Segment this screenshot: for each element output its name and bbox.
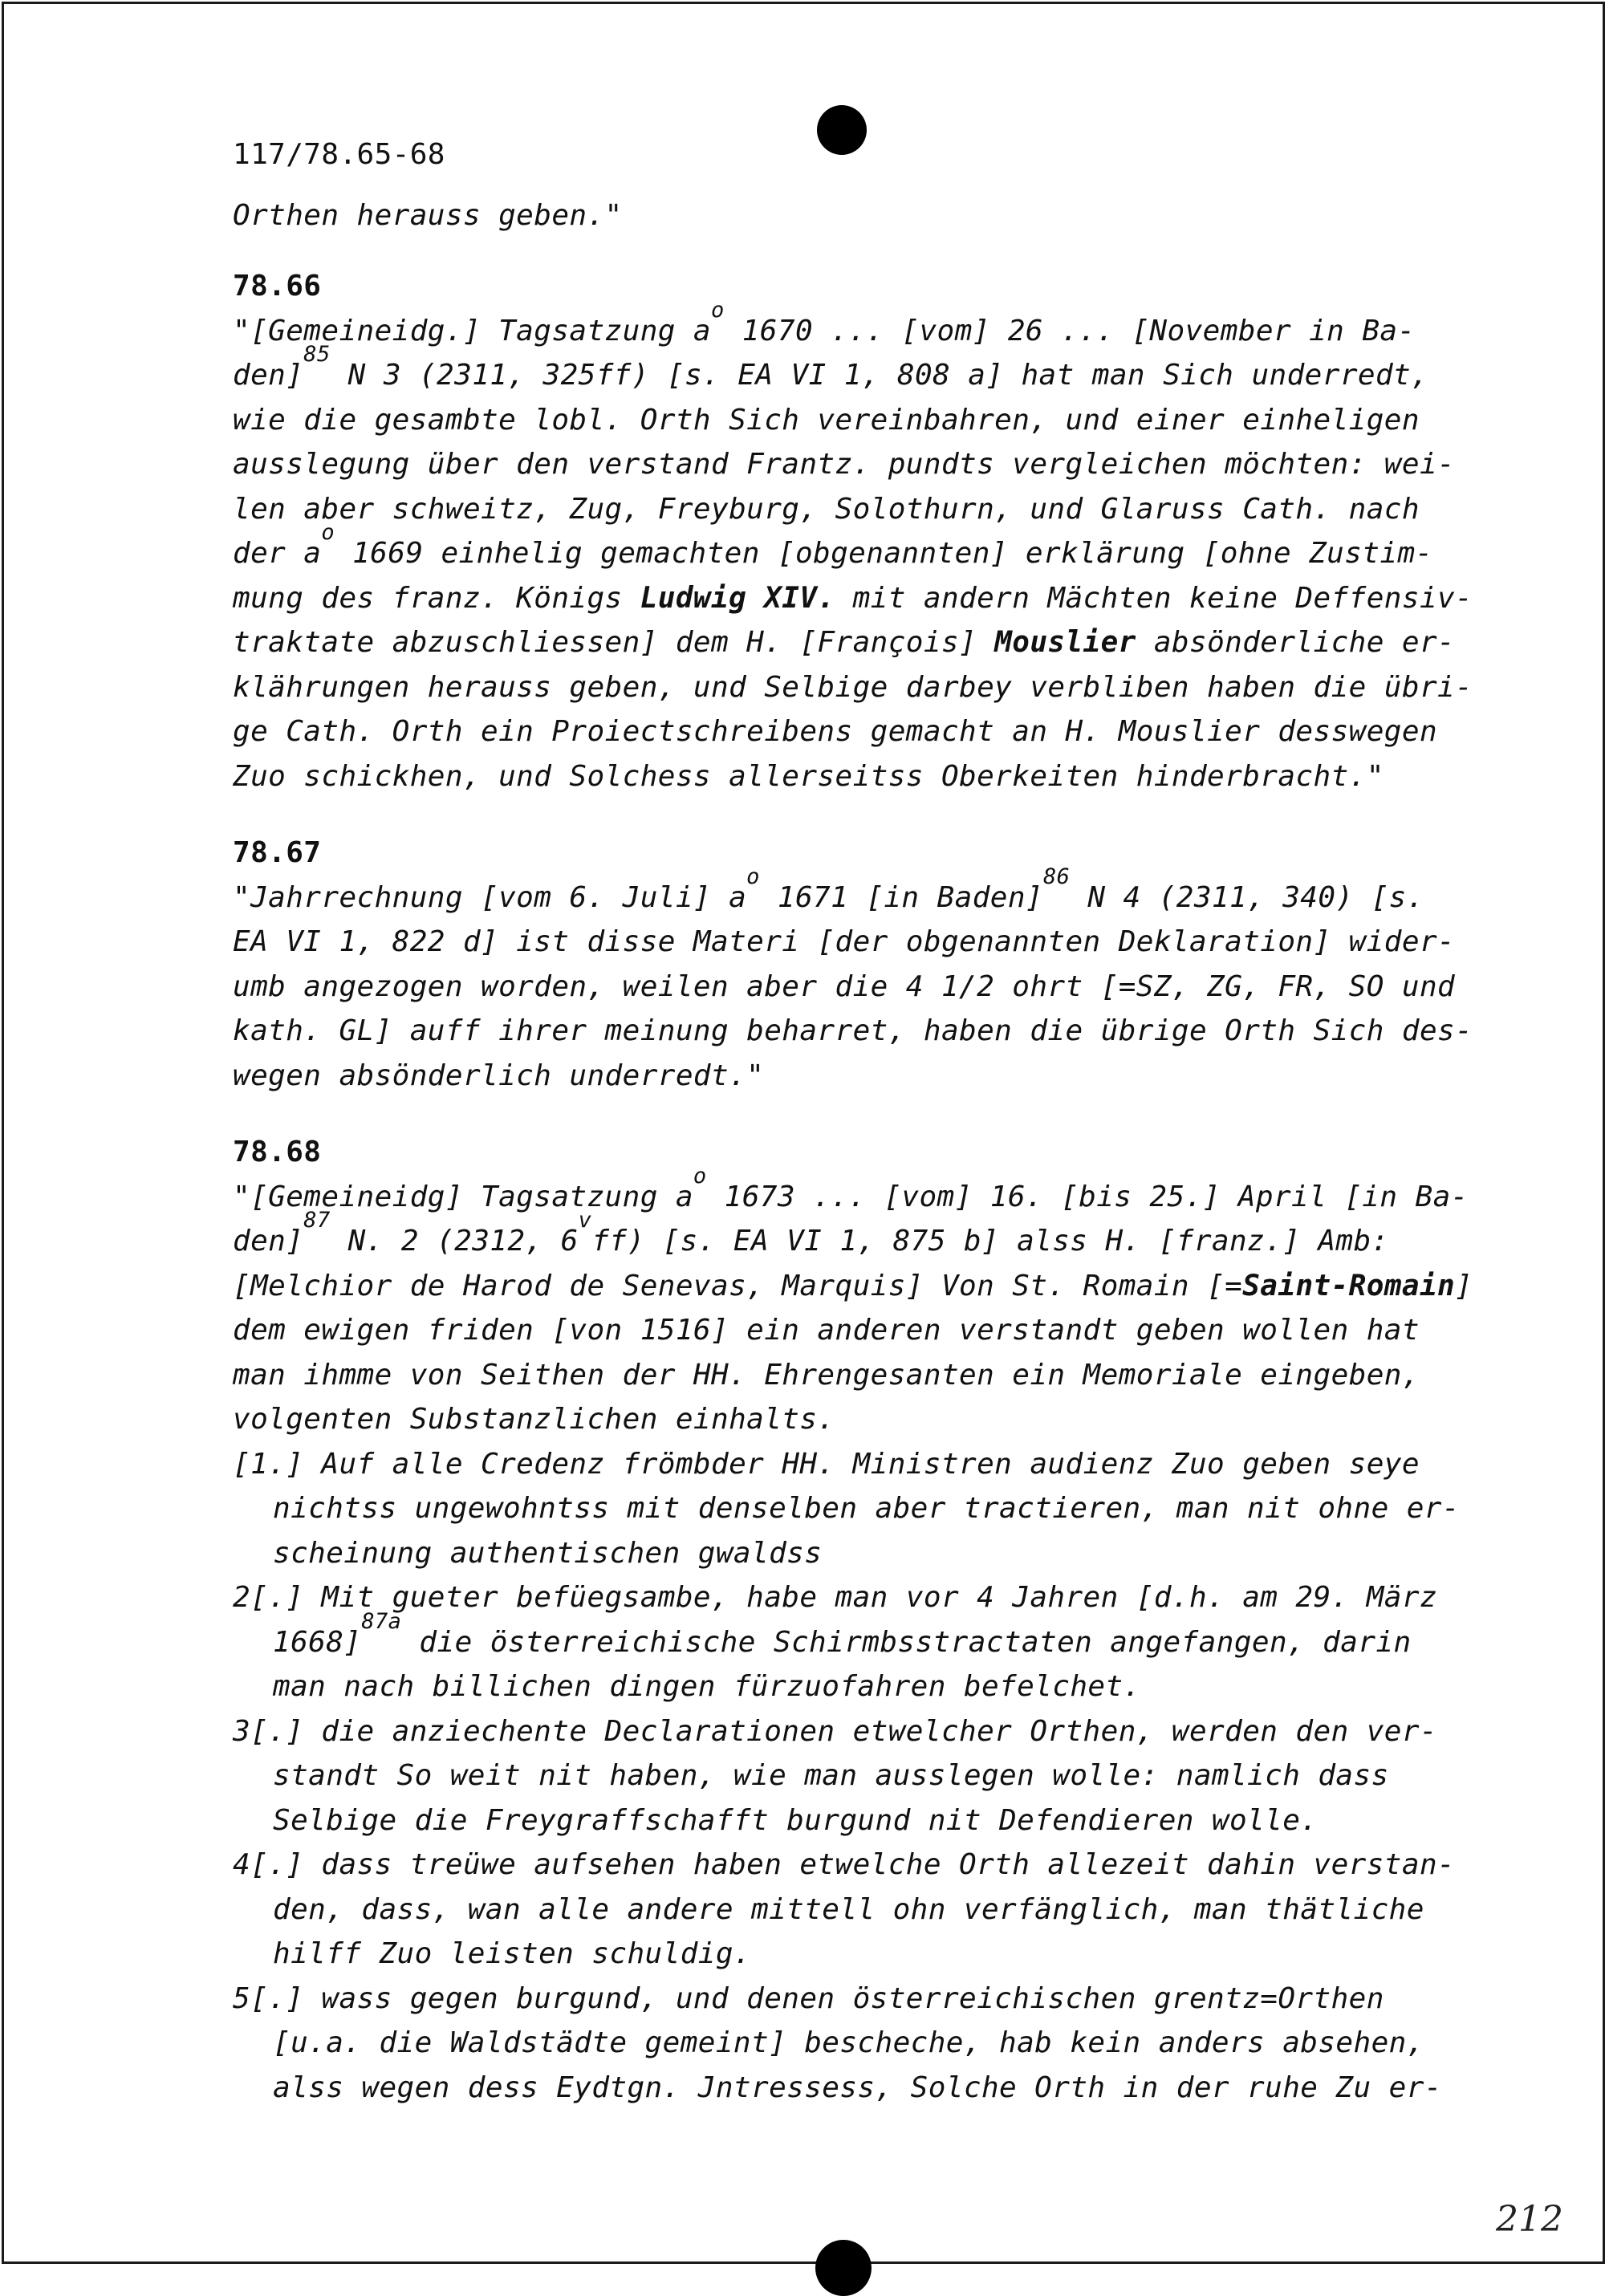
list-item-line: [u.a. die Waldstädte gemeint] bescheche, hab kein anders absehen, (273, 2026, 1424, 2059)
text-line: traktate abzuschliessen] dem H. [François] Mouslier absönderliche er- (233, 626, 1456, 659)
document-reference: 117/78.65-68 (233, 138, 445, 171)
section-number: 78.66 (233, 270, 322, 303)
text-line: [Melchior de Harod de Senevas, Marquis] Von St. Romain [=Saint-Romain] (233, 1269, 1473, 1302)
list-item-line: [1.] Auf alle Credenz frömbder HH. Ministren audienz Zuo geben seye (233, 1447, 1420, 1481)
text-line: wegen absönderlich underredt." (233, 1059, 765, 1092)
list-item-line: 3[.] die anziechente Declarationen etwelcher Orthen, werden den ver- (233, 1714, 1438, 1748)
list-item-line: 5[.] wass gegen burgund, und denen österreichischen grentz=Orthen (233, 1981, 1384, 2015)
handwritten-page-number: 212 (1496, 2199, 1563, 2240)
list-item-line: 1668]$^{87a}$ die österreichische Schirmbsstractaten angefangen, darin (273, 1608, 1412, 1659)
person-name: Mouslier (994, 626, 1136, 659)
text-line: wie die gesambte lobl. Orth Sich vereinbahren, und einer einheligen (233, 403, 1420, 437)
text-line: man ihmme von Seithen der HH. Ehrengesanten ein Memoriale eingeben, (233, 1358, 1420, 1392)
text-line: den]$^{85}$ N 3 (2311, 325ff) [s. EA VI 1, 808 a] hat man Sich underredt, (233, 342, 1429, 392)
text-line: kath. GL] auff ihrer meinung beharret, haben die übrige Orth Sich des- (233, 1014, 1473, 1047)
list-item-line: hilff Zuo leisten schuldig. (273, 1937, 751, 1970)
text-line: mung des franz. Königs Ludwig XIV. mit andern Mächten keine Deffensiv- (233, 581, 1473, 615)
text-line: "[Gemeineidg] Tagsatzung $a^o$ 1673 ... [vom] 16. [bis 25.] April [in Ba- (233, 1163, 1469, 1213)
list-item-line: 2[.] Mit gueter befüegsambe, habe man vor 4 Jahren [d.h. am 29. März (233, 1581, 1438, 1614)
list-item-line: scheinung authentischen gwaldss (273, 1536, 823, 1570)
text-line: der $a^o$ 1669 einhelig gemachten [obgenannten] erklärung [ohne Zustim- (233, 520, 1433, 570)
list-item-line: den, dass, wan alle andere mittell ohn verfänglich, man thätliche (273, 1892, 1424, 1926)
list-item-line: Selbige die Freygraffschafft burgund nit Defendieren wolle. (273, 1803, 1319, 1837)
text-line: EA VI 1, 822 d] ist disse Materi [der obgenannten Deklaration] wider- (233, 925, 1456, 958)
binding-hole-bottom (815, 2240, 872, 2296)
place-name: Saint-Romain (1242, 1269, 1456, 1302)
text-line: len aber schweitz, Zug, Freyburg, Solothurn, und Glaruss Cath. nach (233, 492, 1420, 526)
text-line: umb angezogen worden, weilen aber die 4 1/2 ohrt [=SZ, ZG, FR, SO und (233, 969, 1456, 1003)
text-line: ge Cath. Orth ein Proiectschreibens gemacht an H. Mouslier desswegen (233, 715, 1438, 748)
text-line: den]$^{87}$ N. 2 (2312, 6$^v$ff) [s. EA VI 1, 875 b] alss H. [franz.] Amb: (233, 1208, 1389, 1258)
text-line: dem ewigen friden [von 1516] ein anderen verstandt geben wollen hat (233, 1314, 1420, 1347)
list-item-line: alss wegen dess Eydtgn. Jntressess, Solche Orth in der ruhe Zu er- (273, 2070, 1442, 2104)
person-name: Ludwig XIV. (640, 581, 835, 615)
text-line: "Jahrrechnung [vom 6. Juli] $a^o$ 1671 [in Baden]$^{86}$ N 4 (2311, 340) [s. (233, 864, 1424, 914)
text-line: volgenten Substanzlichen einhalts. (233, 1403, 835, 1436)
list-item-line: nichtss ungewohntss mit denselben aber tractieren, man nit ohne er- (273, 1492, 1460, 1525)
intro-line: Orthen herauss geben." (233, 198, 623, 232)
text-line: klährungen herauss geben, und Selbige darbey verbliben haben die übri- (233, 670, 1473, 704)
section-number: 78.68 (233, 1136, 322, 1168)
list-item-line: standt So weit nit haben, wie man ausslegen wolle: namlich dass (273, 1759, 1389, 1792)
text-line: ausslegung über den verstand Frantz. pundts vergleichen möchten: wei- (233, 448, 1456, 481)
text-line: "[Gemeineidg.] Tagsatzung $a^o$ 1670 ... [vom] 26 ... [November in Ba- (233, 297, 1416, 347)
list-item-line: 4[.] dass treüwe aufsehen haben etwelche Orth allezeit dahin verstan- (233, 1848, 1456, 1881)
document-body (233, 132, 1473, 2110)
list-item-line: man nach billichen dingen fürzuofahren befelchet. (273, 1670, 1141, 1703)
section-number: 78.67 (233, 836, 322, 869)
text-line: Zuo schickhen, und Solchess allerseitss Oberkeiten hinderbracht." (233, 759, 1384, 793)
